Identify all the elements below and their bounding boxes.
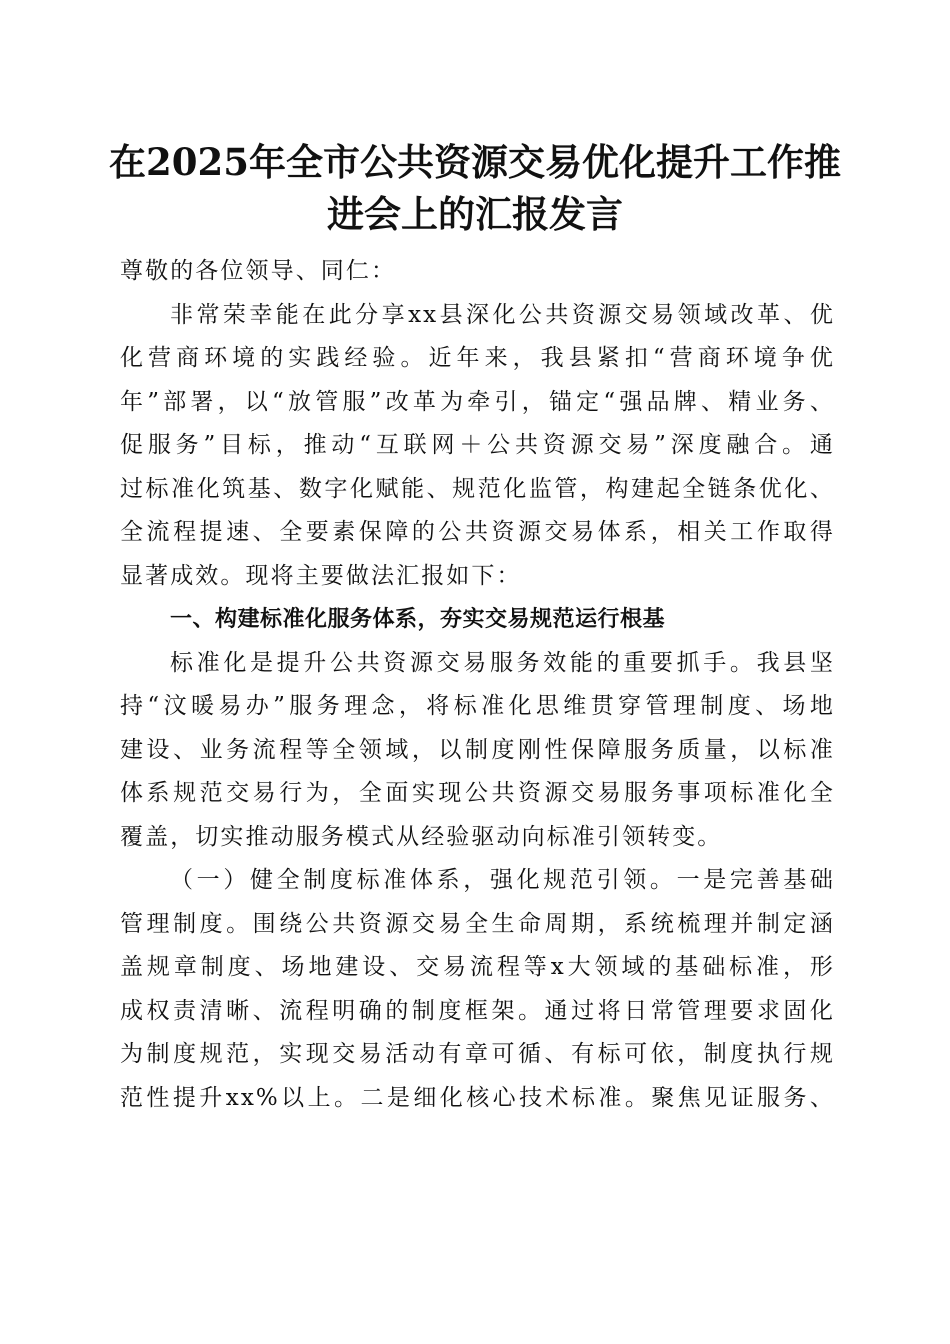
document-title <box>100 136 850 240</box>
text-line: 化营商环境的实践经验。近年来，我县紧扣“营商环境争优 <box>120 345 835 371</box>
title-line-1: 在2025年全市公共资源交易优化提升工作推 <box>109 140 841 184</box>
paragraph-intro <box>120 294 835 599</box>
salutation: 尊敬的各位领导、同仁： <box>120 258 397 284</box>
text-line: 年”部署，以“放管服”改革为牵引，锚定“强品牌、精业务、 <box>120 388 835 415</box>
text-line: 建设、业务流程等全领域，以制度刚性保障服务质量，以标准 <box>120 736 835 763</box>
text-line: 体系规范交易行为，全面实现公共资源交易服务事项标准化全 <box>120 780 835 806</box>
text-line: 范性提升xx%以上。二是细化核心技术标准。聚焦见证服务、 <box>120 1084 835 1111</box>
text-line: 持“汶暖易办”服务理念，将标准化思维贯穿管理制度、场地 <box>120 693 835 719</box>
text-line: 成权责清晰、流程明确的制度框架。通过将日常管理要求固化 <box>120 997 835 1024</box>
paragraph-system-standards <box>120 859 835 1120</box>
text-line: 管理制度。围绕公共资源交易全生命周期，系统梳理并制定涵 <box>120 910 835 937</box>
text-line: 显著成效。现将主要做法汇报如下： <box>120 562 522 589</box>
text-line: （一）健全制度标准体系，强化规范引领。一是完善基础 <box>170 867 835 893</box>
title-line-2: 进会上的汇报发言 <box>327 192 623 236</box>
text-line: 标准化是提升公共资源交易服务效能的重要抓手。我县坚 <box>170 649 835 676</box>
text-line: 为制度规范，实现交易活动有章可循、有标可依，制度执行规 <box>120 1041 835 1067</box>
text-line: 非常荣幸能在此分享xx县深化公共资源交易领域改革、优 <box>170 301 835 328</box>
text-line: 覆盖，切实推动服务模式从经验驱动向标准引领转变。 <box>120 823 723 850</box>
text-line: 全流程提速、全要素保障的公共资源交易体系，相关工作取得 <box>120 519 835 545</box>
paragraph-standardization <box>120 642 835 860</box>
text-line: 促服务”目标，推动“互联网＋公共资源交易”深度融合。通 <box>120 432 835 458</box>
document-body <box>120 250 835 1120</box>
text-line: 盖规章制度、场地建设、交易流程等x大领域的基础标准，形 <box>120 954 835 980</box>
section-heading-1: 一、构建标准化服务体系，夯实交易规范运行根基 <box>170 607 666 632</box>
text-line: 过标准化筑基、数字化赋能、规范化监管，构建起全链条优化、 <box>120 475 835 502</box>
